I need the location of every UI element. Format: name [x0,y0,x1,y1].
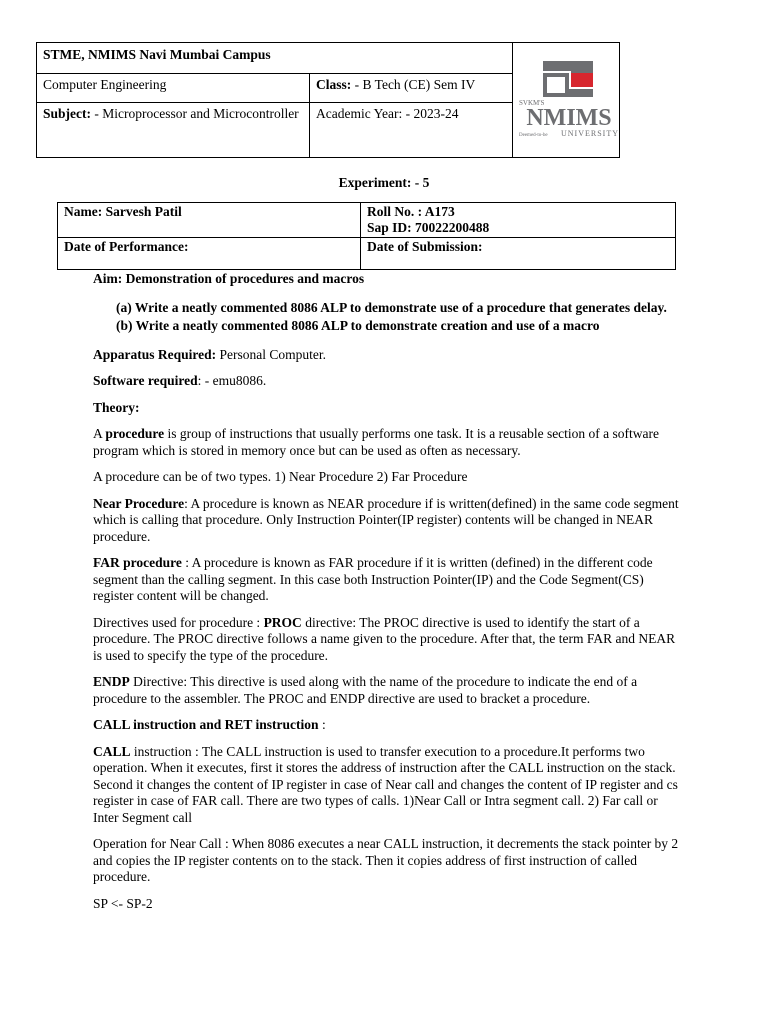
paragraph-call-ret: CALL instruction and RET instruction : [93,717,326,732]
paragraph-near-call: Operation for Near Call : When 8086 executes a near CALL instruction, it decrements the stack pointer by 2 and copies the IP register contents on to the stack. Then it copies address of first instruction of called procedure. [93,836,679,884]
svg-text:UNIVERSITY: UNIVERSITY [561,129,619,138]
document-body [93,271,683,922]
paragraph-far: FAR procedure : A procedure is known as FAR procedure if it is written (defined) in the different code segment than the calling segment. In this case both Instruction Pointer(IP) and the Code Segment(CS) register content will be changed. [93,555,653,603]
paragraph-procedure: A procedure is group of instructions that usually performs one task. It is a reusable section of a software program which is stored in memory once but can be used as often as necessary. [93,426,660,458]
aim-title: Aim: Demonstration of procedures and macros [93,271,365,286]
paragraph-sp: SP <- SP-2 [93,895,153,911]
subject-label: Subject: [43,106,91,121]
paragraph-types: A procedure can be of two types. 1) Near Procedure 2) Far Procedure [93,469,468,484]
svg-text:NMIMS: NMIMS [526,105,612,131]
svg-text:Deemed-to-be: Deemed-to-be [519,133,548,138]
class-label: Class: [316,77,352,92]
aim-item-a: (a) Write a neatly commented 8086 ALP to demonstrate use of a procedure that generates delay. [116,299,667,315]
paragraph-proc: Directives used for procedure : PROC directive: The PROC directive is used to identify the start of a procedure. The PROC directive follows a name given to the procedure. After that, the term FAR and NEAR is used to specify the type of the procedure. [93,614,676,663]
date-of-performance: Date of Performance: [58,238,361,270]
class-cell [310,74,513,103]
roll-sap-cell [361,203,676,238]
aim-list [93,300,683,335]
department: Computer Engineering [37,74,310,103]
svg-text:SVKM'S: SVKM'S [519,99,545,107]
roll-number: Roll No. : A173 [367,204,455,219]
paragraph-call: CALL instruction : The CALL instruction is used to transfer execution to a procedure.It performs two operation. When it executes, first it stores the address of instruction after the CALL instruction on the stack. Second it changes the content of IP register in case of Near call and changes the content of IP register and cs register in case of FAR call. There are two types of calls. 1)Near Call or Intra segment call. 2) Far call or Inter Segment call [93,743,678,825]
sap-id: Sap ID: 70022200488 [367,220,490,235]
header-table [36,42,620,158]
date-of-submission: Date of Submission: [361,238,676,270]
paragraph-near: Near Procedure: A procedure is known as NEAR procedure if is written(defined) in the same code segment which is calling that procedure. Only Instruction Pointer(IP register) contents will be changed in NEAR procedure. [93,495,679,544]
paragraph-endp: ENDP Directive: This directive is used along with the name of the procedure to indicate the end of a procedure to the assembler. The PROC and ENDP directive are used to bracket a procedure. [93,674,638,706]
theory-title: Theory: [93,399,140,415]
academic-year: Academic Year: - 2023-24 [310,103,513,158]
subject-cell [37,103,310,158]
nmims-logo [513,43,620,158]
student-table [57,202,676,270]
software: Software required: - emu8086. [93,373,267,388]
class-value: - B Tech (CE) Sem IV [351,77,476,92]
experiment-title: Experiment: - 5 [338,175,430,190]
apparatus: Apparatus Required: Personal Computer. [93,346,327,362]
subject-value: - Microprocessor and Microcontroller [91,106,299,121]
nmims-logo-icon [513,53,625,143]
campus-title: STME, NMIMS Navi Mumbai Campus [37,43,513,74]
aim-item-b: (b) Write a neatly commented 8086 ALP to demonstrate creation and use of a macro [116,318,600,333]
student-name: Name: Sarvesh Patil [58,203,361,238]
